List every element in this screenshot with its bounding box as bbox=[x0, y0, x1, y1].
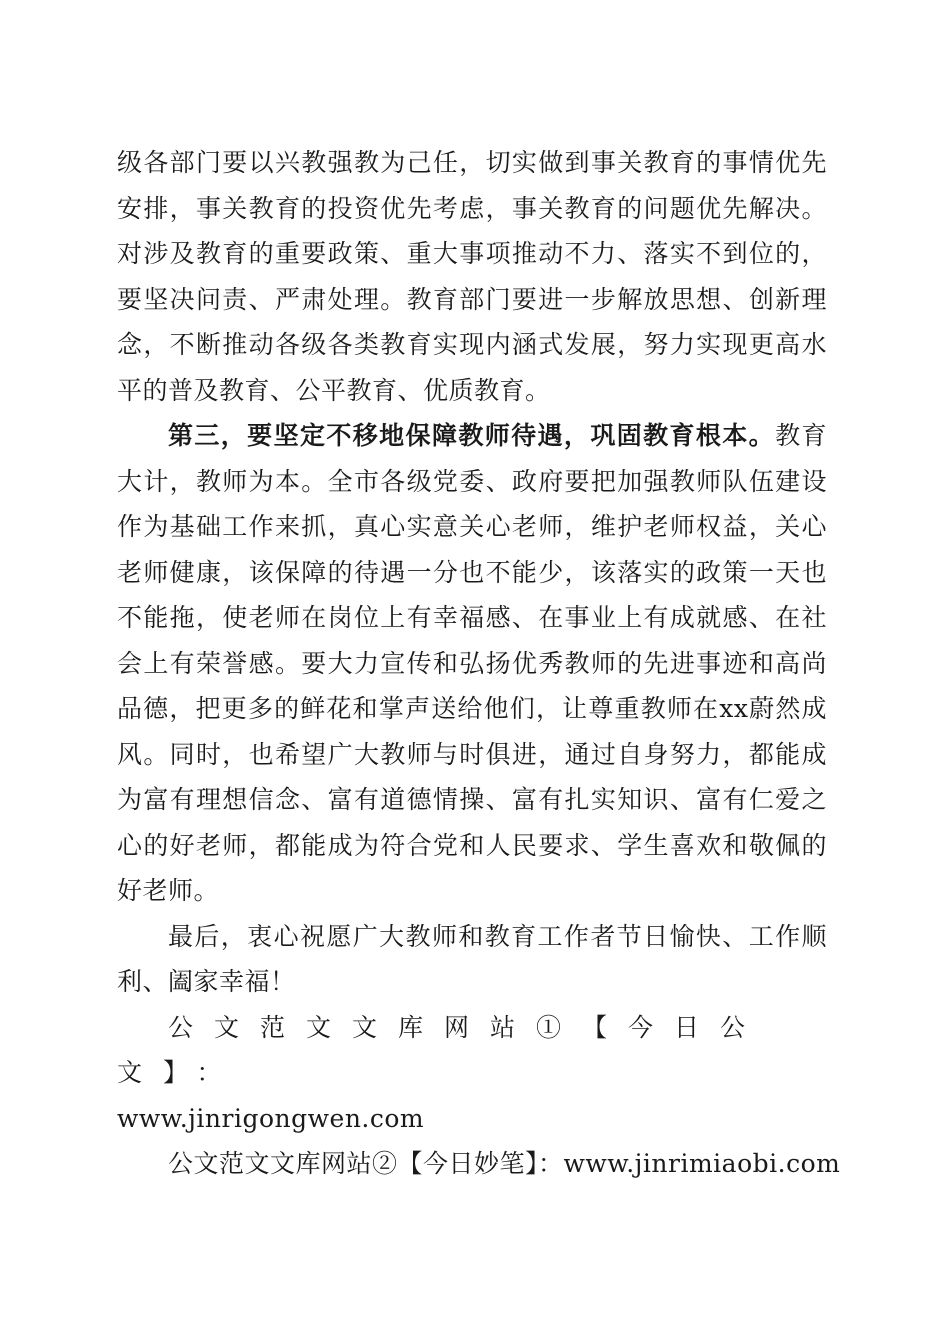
site-line-1-label: 公文范文文库网站①【今日公文】： bbox=[117, 1012, 767, 1087]
document-body bbox=[117, 140, 841, 1187]
paragraph-lead-heading: 第三，要坚定不移地保障教师待遇，巩固教育根本。 bbox=[168, 421, 776, 450]
paragraph-continuation: 级各部门要以兴教强教为己任，切实做到事关教育的事情优先安排，事关教育的投资优先考虑，事关教育的问题优先解决。对涉及教育的重要政策、重大事项推动不力、落实不到位的，要坚决问责、严肃处理。教育部门要进一步解放思想、创新理念，不断推动各级各类教育实现内涵式发展，努力实现更高水平的普及教育、公平教育、优质教育。 bbox=[117, 148, 827, 405]
paragraph-teacher-treatment bbox=[117, 413, 827, 914]
site-line-2[interactable]: 公文范文文库网站②【今日妙笔】：www.jinrimiaobi.com bbox=[168, 1149, 841, 1178]
paragraph-body-text: 教育大计，教师为本。全市各级党委、政府要把加强教师队伍建设作为基础工作来抓，真心实意关心老师，维护老师权益，关心老师健康，该保障的待遇一分也不能少，该落实的政策一天也不能拖，使老师在岗位上有幸福感、在事业上有成就感、在社会上有荣誉感。要大力宣传和弘扬优秀教师的先进事迹和高尚品德，把更多的鲜花和掌声送给他们，让尊重教师在xx蔚然成风。同时，也希望广大教师与时俱进，通过自身努力，都能成为富有理想信念、富有道德情操、富有扎实知识、富有仁爱之心的好老师，都能成为符合党和人民要求、学生喜欢和敬佩的好老师。 bbox=[117, 421, 827, 905]
site-line-1-url[interactable]: www.jinrigongwen.com bbox=[117, 1103, 425, 1133]
paragraph-closing-wishes: 最后，衷心祝愿广大教师和教育工作者节日愉快、工作顺利、阖家幸福！ bbox=[117, 921, 827, 996]
